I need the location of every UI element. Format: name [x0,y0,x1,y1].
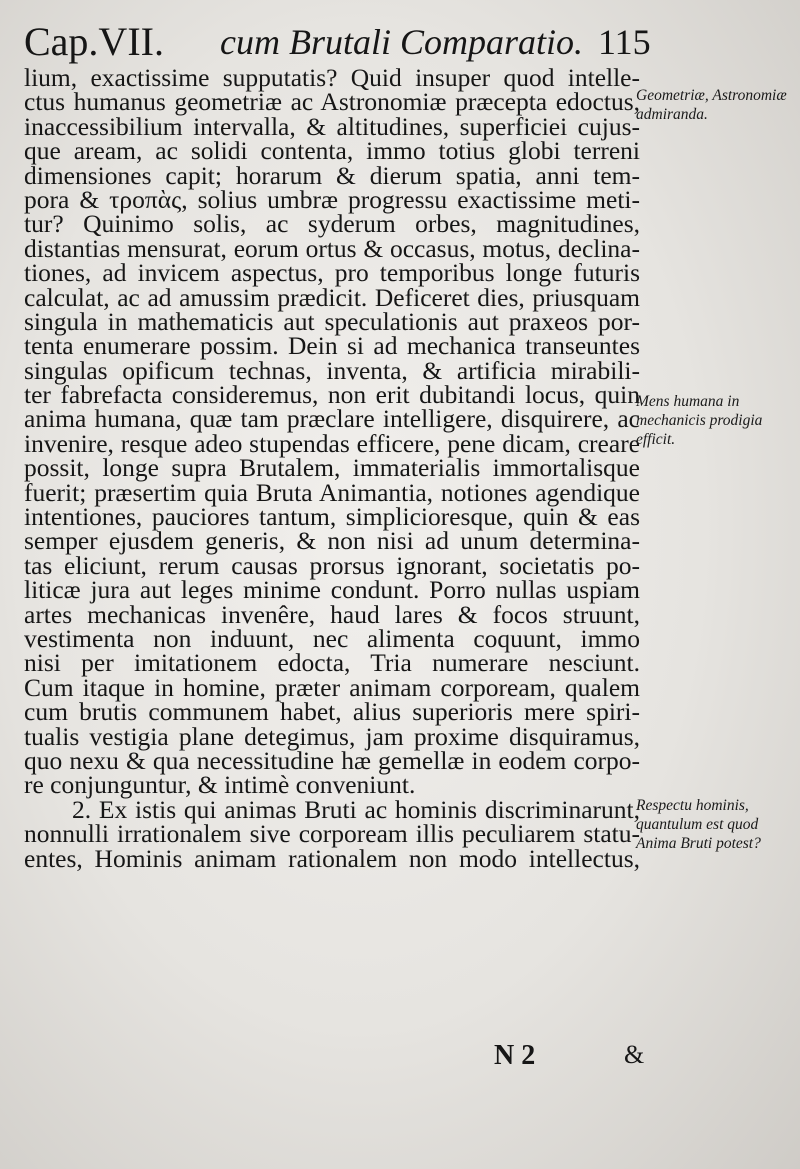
text-line: ctus humanus geometriæ ac Astronomiæ præcepta edoctus, [24,87,640,117]
text-line: Cum itaque in homine, præter animam corpoream, qualem [24,672,640,702]
text-line: quo nexu & qua necessitudine hæ gemellæ in eodem corpo- [24,745,640,775]
text-line: re conjunguntur, & intimè conveniunt. [24,770,416,800]
text-line: pora & τροπὰς, solius umbræ progressu exactissime meti- [24,184,640,214]
text-line: ter fabrefacta consideremus, non erit dubitandi locus, quin [24,380,640,410]
text-line: liticæ jura aut leges minime condunt. Porro nullas uspiam [24,575,640,605]
text-line: inaccessibilium intervalla, & altitudines, superficiei cujus- [24,111,640,141]
text-line: vestimenta non induunt, nec alimenta coquunt, immo [24,623,640,653]
text-line: dimensiones capit; horarum & dierum spatia, anni tem- [24,160,640,190]
text-line: entes, Hominis animam rationalem non modo intellectus, [24,843,640,873]
text-line: intentiones, pauciores tantum, simplicioresque, quin & eas [24,502,640,532]
page-number: 115 [598,22,651,62]
running-title: cum Brutali Comparatio. [220,22,584,62]
text-line: 2. Ex istis qui animas Bruti ac hominis discriminarunt, [72,794,640,824]
page-header [24,14,794,66]
text-line: tas eliciunt, rerum causas prorsus ignorant, societatis po- [24,550,640,580]
text-line: anima humana, quæ tam præclare intelligere, disquirere, ac [24,404,640,434]
text-line: distantias mensurat, eorum ortus & occasus, motus, declina- [24,233,640,263]
signature-mark: N 2 [494,1040,536,1071]
chapter-label: Cap.VII. [24,19,164,64]
text-line: fuerit; præsertim quia Bruta Animantia, notiones agendique [24,477,640,507]
page-footer [24,1040,645,1074]
text-line: singulas opificum technas, inventa, & artificia mirabili- [24,355,640,385]
text-line: singula in mathematicis aut speculationis aut praxeos por- [24,306,640,336]
text-line: tenta enumerare possim. Dein si ad mechanica transeuntes [24,331,640,361]
text-line: nonnulli irrationalem sive corpoream illis peculiarem statu- [24,819,640,849]
text-line: que aream, ac solidi contenta, immo totius globi terreni [24,136,640,166]
body-text [24,63,640,873]
margin-note: Geometriæ, Astronomiæ admiranda. [636,87,787,123]
catchword: & [624,1040,645,1069]
text-line: invenire, resque adeo stupendas efficere, pene dicam, creare [24,428,640,458]
text-line: calculat, ac ad amussim prædicit. Deficeret dies, priusquam [24,282,640,312]
text-line: artes mechanicas invenêre, haud lares & focos struunt, [24,599,640,629]
text-line: nisi per imitationem edocta, Tria numerare nesciunt. [24,648,640,678]
margin-note: Respectu hominis, quantulum est quod Anima Bruti potest? [636,797,761,852]
text-line: lium, exactissime supputatis? Quid insuper quod intelle- [24,63,640,92]
text-line: possit, longe supra Brutalem, immaterialis immortalisque [24,453,640,483]
margin-note: Mens humana in mechanicis prodigia efficit. [636,393,763,448]
text-line: semper ejusdem generis, & non nisi ad unum determina- [24,526,640,556]
text-line: cum brutis communem habet, alius superioris mere spiri- [24,697,640,727]
text-line: tiones, ad invicem aspectus, pro temporibus longe futuris [24,258,640,288]
text-line: tur? Quinimo solis, ac syderum orbes, magnitudines, [24,209,640,239]
text-line: tualis vestigia plane detegimus, jam proxime disquiramus, [24,721,640,751]
